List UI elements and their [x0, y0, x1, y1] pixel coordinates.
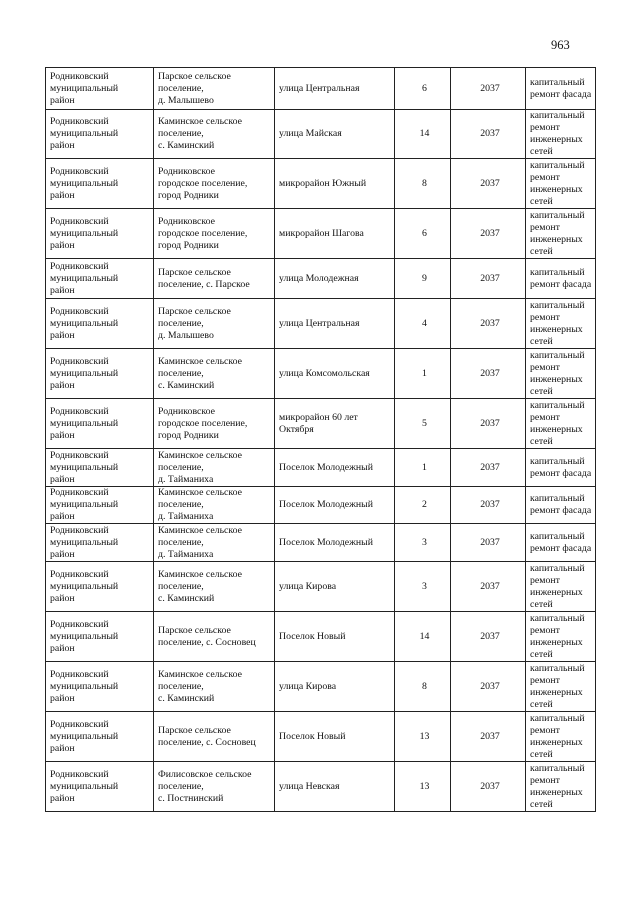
district-cell: Родниковский муниципальный район: [46, 209, 154, 259]
settlement-cell: Парское сельское поселение, д. Малышево: [154, 68, 275, 110]
house-number-cell: 2: [395, 487, 451, 524]
district-cell: Родниковский муниципальный район: [46, 562, 154, 612]
settlement-cell: Родниковское городское поселение, город Родники: [154, 399, 275, 449]
street-cell: улица Невская: [275, 762, 395, 812]
page-number: 963: [551, 38, 570, 52]
house-number-cell: 6: [395, 209, 451, 259]
settlement-cell: Парское сельское поселение, с. Сосновец: [154, 712, 275, 762]
table-row: [46, 68, 596, 110]
house-number-cell: 13: [395, 762, 451, 812]
table-row: [46, 487, 596, 524]
table-row: [46, 662, 596, 712]
district-cell: Родниковский муниципальный район: [46, 349, 154, 399]
district-cell: Родниковский муниципальный район: [46, 762, 154, 812]
work-type-cell: капитальный ремонт инженерных сетей: [526, 399, 596, 449]
table-row: [46, 524, 596, 562]
house-number-cell: 3: [395, 524, 451, 562]
settlement-cell: Филисовское сельское поселение, с. Постнинский: [154, 762, 275, 812]
house-number-cell: 1: [395, 449, 451, 487]
settlement-cell: Каминское сельское поселение, с. Каминский: [154, 662, 275, 712]
house-number-cell: 5: [395, 399, 451, 449]
settlement-cell: Парское сельское поселение, с. Парское: [154, 259, 275, 299]
settlement-cell: Парское сельское поселение, д. Малышево: [154, 299, 275, 349]
street-cell: улица Кирова: [275, 562, 395, 612]
street-cell: улица Кирова: [275, 662, 395, 712]
street-cell: улица Майская: [275, 110, 395, 159]
street-cell: Поселок Молодежный: [275, 524, 395, 562]
table-row: [46, 259, 596, 299]
work-type-cell: капитальный ремонт инженерных сетей: [526, 209, 596, 259]
table-row: [46, 712, 596, 762]
district-cell: Родниковский муниципальный район: [46, 299, 154, 349]
street-cell: улица Центральная: [275, 68, 395, 110]
year-cell: 2037: [451, 299, 526, 349]
work-type-cell: капитальный ремонт инженерных сетей: [526, 110, 596, 159]
work-type-cell: капитальный ремонт инженерных сетей: [526, 349, 596, 399]
settlement-cell: Родниковское городское поселение, город Родники: [154, 159, 275, 209]
district-cell: Родниковский муниципальный район: [46, 524, 154, 562]
work-type-cell: капитальный ремонт инженерных сетей: [526, 712, 596, 762]
year-cell: 2037: [451, 487, 526, 524]
work-type-cell: капитальный ремонт фасада: [526, 259, 596, 299]
repair-schedule-table: [45, 67, 596, 812]
year-cell: 2037: [451, 110, 526, 159]
district-cell: Родниковский муниципальный район: [46, 712, 154, 762]
table-row: [46, 762, 596, 812]
year-cell: 2037: [451, 712, 526, 762]
street-cell: Поселок Молодежный: [275, 449, 395, 487]
settlement-cell: Каминское сельское поселение, с. Каминский: [154, 110, 275, 159]
year-cell: 2037: [451, 349, 526, 399]
district-cell: Родниковский муниципальный район: [46, 110, 154, 159]
house-number-cell: 14: [395, 612, 451, 662]
district-cell: Родниковский муниципальный район: [46, 159, 154, 209]
table-row: [46, 349, 596, 399]
street-cell: Поселок Новый: [275, 612, 395, 662]
year-cell: 2037: [451, 68, 526, 110]
table-row: [46, 159, 596, 209]
settlement-cell: Каминское сельское поселение, д. Тайманиха: [154, 449, 275, 487]
work-type-cell: капитальный ремонт фасада: [526, 68, 596, 110]
year-cell: 2037: [451, 159, 526, 209]
work-type-cell: капитальный ремонт инженерных сетей: [526, 562, 596, 612]
work-type-cell: капитальный ремонт инженерных сетей: [526, 612, 596, 662]
work-type-cell: капитальный ремонт фасада: [526, 524, 596, 562]
work-type-cell: капитальный ремонт инженерных сетей: [526, 299, 596, 349]
table-row: [46, 399, 596, 449]
year-cell: 2037: [451, 662, 526, 712]
settlement-cell: Каминское сельское поселение, д. Тайманиха: [154, 524, 275, 562]
street-cell: улица Центральная: [275, 299, 395, 349]
year-cell: 2037: [451, 562, 526, 612]
house-number-cell: 13: [395, 712, 451, 762]
house-number-cell: 14: [395, 110, 451, 159]
table-body: [46, 68, 596, 812]
year-cell: 2037: [451, 209, 526, 259]
settlement-cell: Каминское сельское поселение, д. Тайманиха: [154, 487, 275, 524]
table-row: [46, 299, 596, 349]
work-type-cell: капитальный ремонт инженерных сетей: [526, 662, 596, 712]
year-cell: 2037: [451, 399, 526, 449]
settlement-cell: Родниковское городское поселение, город Родники: [154, 209, 275, 259]
house-number-cell: 4: [395, 299, 451, 349]
house-number-cell: 6: [395, 68, 451, 110]
district-cell: Родниковский муниципальный район: [46, 449, 154, 487]
settlement-cell: Каминское сельское поселение, с. Каминский: [154, 562, 275, 612]
district-cell: Родниковский муниципальный район: [46, 612, 154, 662]
street-cell: улица Молодежная: [275, 259, 395, 299]
work-type-cell: капитальный ремонт фасада: [526, 487, 596, 524]
year-cell: 2037: [451, 762, 526, 812]
district-cell: Родниковский муниципальный район: [46, 662, 154, 712]
street-cell: микрорайон Южный: [275, 159, 395, 209]
table-row: [46, 209, 596, 259]
settlement-cell: Парское сельское поселение, с. Сосновец: [154, 612, 275, 662]
work-type-cell: капитальный ремонт инженерных сетей: [526, 159, 596, 209]
table-row: [46, 612, 596, 662]
house-number-cell: 3: [395, 562, 451, 612]
street-cell: улица Комсомольская: [275, 349, 395, 399]
street-cell: Поселок Молодежный: [275, 487, 395, 524]
house-number-cell: 8: [395, 159, 451, 209]
street-cell: микрорайон 60 лет Октября: [275, 399, 395, 449]
work-type-cell: капитальный ремонт фасада: [526, 449, 596, 487]
street-cell: микрорайон Шагова: [275, 209, 395, 259]
table-row: [46, 110, 596, 159]
district-cell: Родниковский муниципальный район: [46, 68, 154, 110]
district-cell: Родниковский муниципальный район: [46, 259, 154, 299]
street-cell: Поселок Новый: [275, 712, 395, 762]
house-number-cell: 1: [395, 349, 451, 399]
table-row: [46, 449, 596, 487]
house-number-cell: 8: [395, 662, 451, 712]
year-cell: 2037: [451, 259, 526, 299]
district-cell: Родниковский муниципальный район: [46, 399, 154, 449]
settlement-cell: Каминское сельское поселение, с. Каминский: [154, 349, 275, 399]
year-cell: 2037: [451, 524, 526, 562]
house-number-cell: 9: [395, 259, 451, 299]
year-cell: 2037: [451, 449, 526, 487]
work-type-cell: капитальный ремонт инженерных сетей: [526, 762, 596, 812]
district-cell: Родниковский муниципальный район: [46, 487, 154, 524]
year-cell: 2037: [451, 612, 526, 662]
table-row: [46, 562, 596, 612]
